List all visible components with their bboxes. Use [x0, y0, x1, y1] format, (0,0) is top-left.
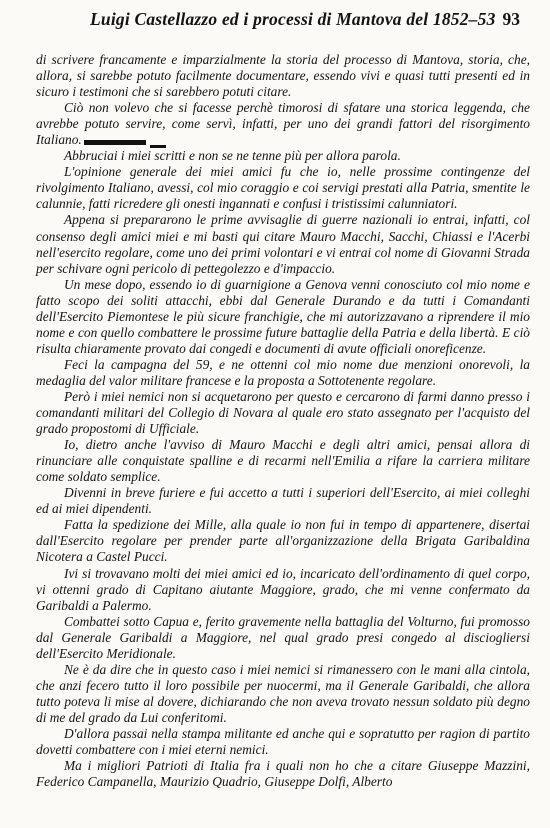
running-title: Luigi Castellazzo ed i processi di Mantova del 1852–53 — [90, 9, 496, 29]
body-text — [36, 52, 530, 790]
paragraph-text: Ciò non volevo che si facesse perchè timorosi di sfatare una storica leggenda, che avrebbe potuto servire, come servì, infatti, per uno dei grandi fattori del risorgimento Italiano. — [36, 100, 530, 148]
paragraph: Ne è da dire che in questo caso i miei nemici si rimanessero con le mani alla cintola, che anzi fecero tutto il loro possibile per nuocermi, ma il Generale Garibaldi, che allora tutto poteva li mise al dovere, dichiarando che non aveva trovato nessun soldato più degno di me del grado da Lui conferitomi. — [36, 661, 530, 725]
paragraph: Un mese dopo, essendo io di guarnigione a Genova venni conosciuto col mio nome e fatto scopo dei soliti attacchi, ebbi dal Generale Durando e da tutti i Comandanti dell'Esercito Piemontese le più sicure franchigie, che mi autorizzavano a riprendere il mio nome e con quello combattere le prossime future battaglie della Patria e della libertà. E ciò risulta chiaramente provato dai congedi e documenti di avute officiali onoreficenze. — [36, 276, 530, 356]
page-number: 93 — [502, 9, 520, 29]
paragraph: Feci la campagna del 59, e ne ottenni col mio nome due menzioni onorevoli, la medaglia del valor militare francese e la proposta a Sottotenente regolare. — [36, 356, 530, 388]
paragraph — [36, 100, 530, 148]
paragraph: di scrivere francamente e imparzialmente la storia del processo di Mantova, storia, che, allora, si sarebbe potuto facilmente documentare, essendo vivi e quasi tutti presenti ed in sicuro i testimoni che si sarebbero potuti citare. — [36, 52, 530, 100]
paragraph: Fatta la spedizione dei Mille, alla quale io non fui in tempo di appartenere, disertai dall'Esercito regolare per prender parte all'organizzazione della Brigata Garibaldina Nicotera a Castel Pucci. — [36, 517, 530, 565]
paragraph: Combattei sotto Capua e, ferito gravemente nella battaglia del Volturno, fui promosso dal Generale Garibaldi a Maggiore, nel qual grado presi congedo al disciogliersi dell'Esercito Meridionale. — [36, 613, 530, 661]
paragraph: Però i miei nemici non si acquetarono per questo e cercarono di farmi danno presso i comandanti militari del Collegio di Novara al quale ero stato assegnato per l'acquisto del grado propostomi di Ufficiale. — [36, 388, 530, 437]
paragraph: Abbruciai i miei scritti e non se ne tenne più per allora parola. — [64, 148, 401, 164]
paragraph: Appena si prepararono le prime avvisaglie di guerre nazionali io entrai, infatti, col consenso degli amici miei e mi basti qui citare Mauro Macchi, Sacchi, Chiassi e l'Acerbi nell'esercito regolare, come uno dei primi volontari e vi entrai col nome di Giovanni Strada per schivare ogni pericolo di pettegolezzo e d'impaccio. — [36, 212, 530, 276]
ink-mark — [84, 140, 146, 145]
page-header — [40, 9, 522, 35]
paragraph: Io, dietro anche l'avviso di Mauro Macchi e degli altri amici, pensai allora di rinunciare alle conquistate spalline e di recarmi nell'Emilia a rifare la carriera militare come soldato semplice. — [36, 437, 530, 485]
paragraph: L'opinione generale dei miei amici fu che io, nelle prossime contingenze del rivolgimento Italiano, avessi, col mio coraggio e coi servigi prestati alla Patria, smentite le calunnie, fatti ricredere gli onesti ingannati e confusi i tristissimi calunniatori. — [36, 164, 530, 212]
paragraph: Divenni in breve furiere e fui accetto a tutti i superiori dell'Esercito, ai miei colleghi ed ai miei dipendenti. — [36, 485, 530, 517]
paragraph: D'allora passai nella stampa militante ed anche qui e sopratutto per ragion di partito dovetti combattere con i miei eterni nemici. — [36, 725, 530, 758]
paragraph: Ivi si trovavano molti dei miei amici ed io, incaricato dell'ordinamento di quel corpo, vi ottenni grado di Capitano aiutante Maggiore, grado, che mi venne confermato da Garibaldi a Palermo. — [36, 565, 530, 613]
paragraph: Ma i migliori Patrioti di Italia fra i quali non ho che a citare Giuseppe Mazzini, Federico Campanella, Maurizio Quadrio, Giuseppe Dolfi, Alberto — [36, 758, 530, 790]
